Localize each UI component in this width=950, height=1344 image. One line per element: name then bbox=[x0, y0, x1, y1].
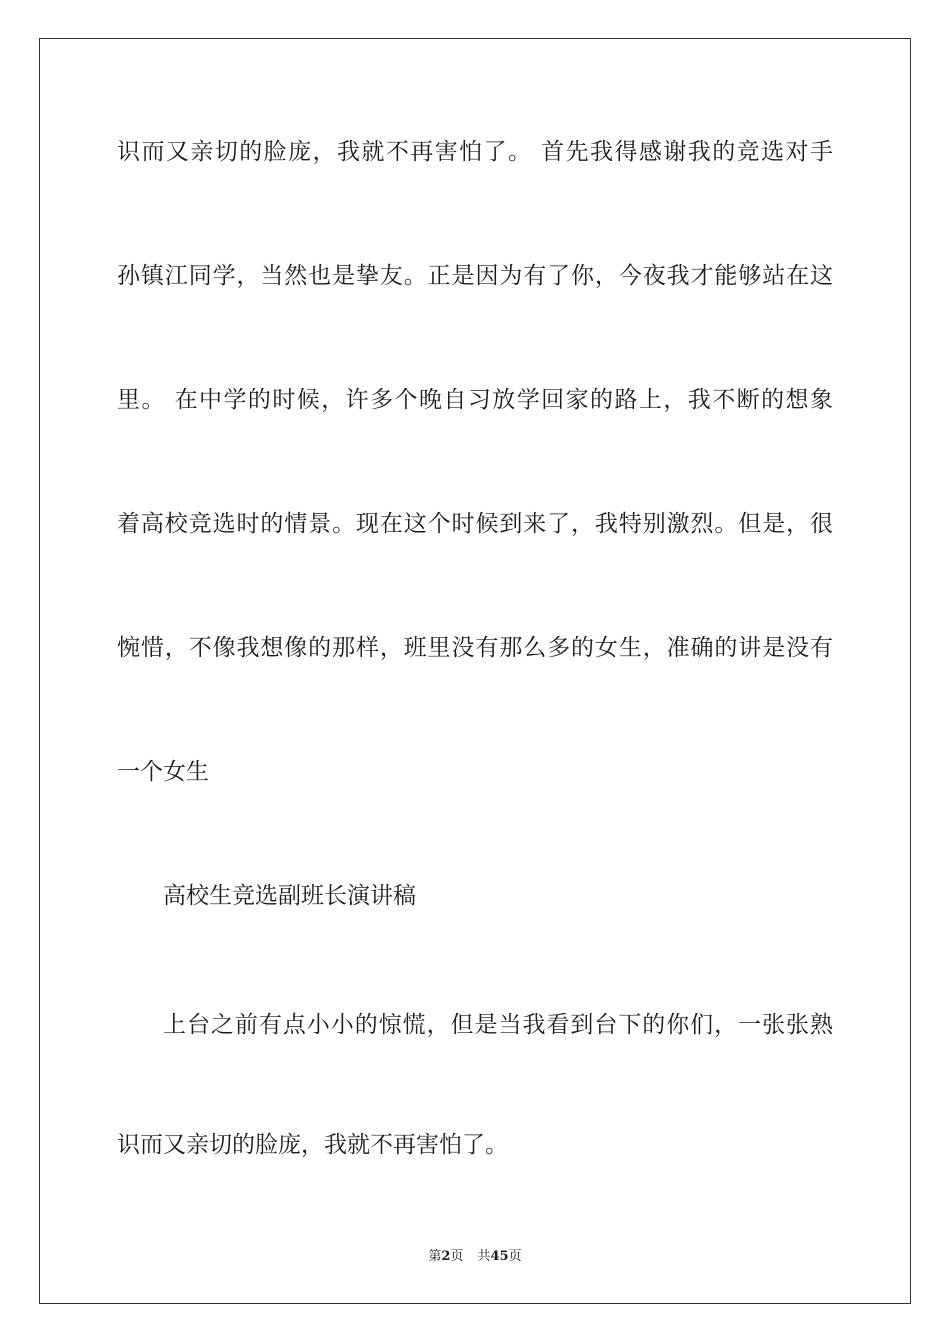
body-line-3: 里。 在中学的时候，许多个晚自习放学回家的路上，我不断的想象 bbox=[117, 387, 833, 413]
body-line-2: 孙镇江同学，当然也是挚友。正是因为有了你，今夜我才能够站在这 bbox=[117, 263, 833, 289]
page-border bbox=[39, 38, 911, 1304]
body-line-1: 识而又亲切的脸庞，我就不再害怕了。 首先我得感谢我的竞选对手 bbox=[117, 139, 833, 165]
section-title: 高校生竞选副班长演讲稿 bbox=[163, 883, 416, 909]
page-footer bbox=[0, 1248, 950, 1266]
paragraph2-line-2: 识而又亲切的脸庞，我就不再害怕了。 bbox=[117, 1132, 508, 1158]
body-line-4: 着高校竞选时的情景。现在这个时候到来了，我特别激烈。但是，很 bbox=[117, 511, 833, 537]
footer-page-number: 2 bbox=[441, 1249, 451, 1264]
footer-total-prefix: 共 bbox=[477, 1249, 491, 1264]
paragraph2-line-1: 上台之前有点小小的惊慌，但是当我看到台下的你们，一张张熟 bbox=[163, 1012, 833, 1038]
body-line-5: 惋惜，不像我想像的那样，班里没有那么多的女生，准确的讲是没有 bbox=[117, 635, 833, 661]
footer-total-suffix: 页 bbox=[508, 1249, 522, 1264]
footer-page-suffix: 页 bbox=[450, 1249, 464, 1264]
footer-total-pages: 45 bbox=[490, 1249, 509, 1264]
body-line-6: 一个女生 bbox=[117, 759, 209, 785]
footer-page-prefix: 第 bbox=[428, 1249, 442, 1264]
